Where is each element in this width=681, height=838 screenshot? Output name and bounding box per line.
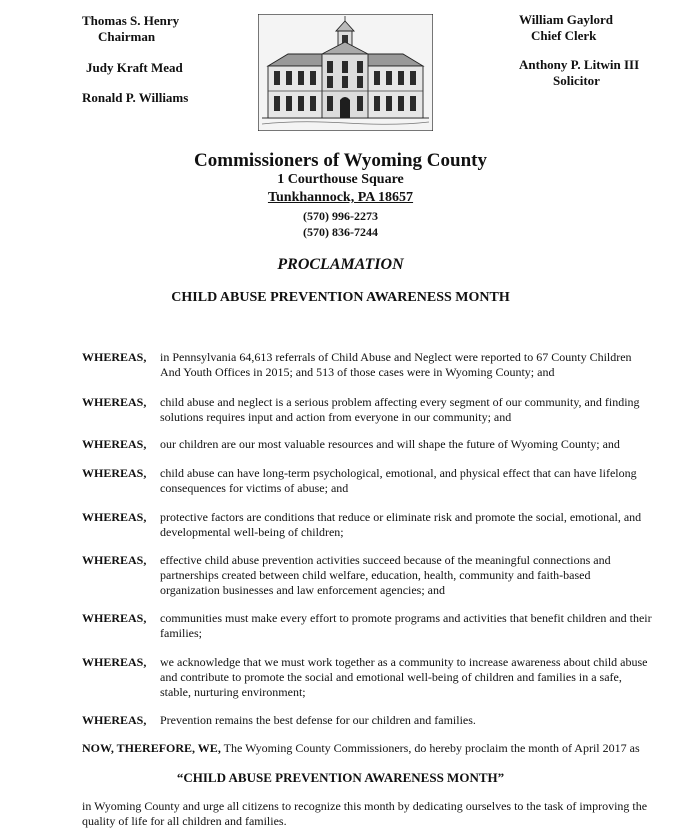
whereas-clause	[160, 655, 660, 700]
whereas-label: WHEREAS,	[82, 611, 147, 625]
organization-name: Commissioners of Wyoming County	[194, 150, 487, 171]
whereas-label: WHEREAS,	[82, 350, 147, 364]
official-name: Judy Kraft Mead	[86, 60, 183, 75]
official-title: Chairman	[98, 29, 156, 44]
official-title: Solicitor	[553, 73, 600, 88]
official-solicitor	[519, 57, 639, 89]
official-name: Thomas S. Henry	[82, 13, 180, 28]
whereas-clause	[160, 713, 660, 728]
whereas-label: WHEREAS,	[82, 655, 147, 669]
whereas-label: WHEREAS,	[82, 553, 147, 567]
official-chairman	[82, 13, 179, 45]
whereas-label: WHEREAS,	[82, 713, 147, 727]
whereas-clause	[160, 553, 660, 598]
clause-line: child abuse can have long-term psychological, emotional, and physical effect that can have lifelong	[160, 466, 637, 480]
clause-line: and contribute to promote the social and emotional well-being of children and families in a safe,	[160, 670, 622, 684]
whereas-clause	[160, 350, 660, 380]
resolution-statement	[82, 741, 672, 756]
clause-line: partnerships created between child welfare, education, health, community and faith-based	[160, 568, 591, 582]
clause-line: effective child abuse prevention activities succeed because of the meaningful connections and	[160, 553, 611, 567]
clause-line: in Pennsylvania 64,613 referrals of Child Abuse and Neglect were reported to 67 County Children	[160, 350, 632, 364]
clause-line: families;	[160, 626, 202, 640]
official-commissioner	[82, 90, 188, 106]
document-type: PROCLAMATION	[277, 256, 404, 273]
proclamation-subject: CHILD ABUSE PREVENTION AWARENESS MONTH	[171, 290, 510, 305]
clause-line: developmental well-being of children;	[160, 525, 344, 539]
resolution-text: The Wyoming County Commissioners, do hereby proclaim the month of April 2017 as	[223, 741, 640, 755]
closing-line: in Wyoming County and urge all citizens to recognize this month by dedicating ourselves to the task of improving the	[82, 799, 648, 813]
official-commissioner	[86, 60, 183, 76]
proclamation-quote: “CHILD ABUSE PREVENTION AWARENESS MONTH”	[176, 770, 505, 785]
whereas-label: WHEREAS,	[82, 437, 147, 451]
whereas-label: WHEREAS,	[82, 510, 147, 524]
clause-line: And Youth Offices in 2015; and 513 of those cases were in Wyoming County; and	[160, 365, 555, 379]
official-title: Chief Clerk	[531, 28, 597, 43]
clause-line: consequences for victims of abuse; and	[160, 481, 349, 495]
whereas-clause	[160, 437, 660, 452]
resolution-lead: NOW, THEREFORE, WE,	[82, 741, 221, 755]
clause-line: communities must make every effort to promote programs and activities that benefit children and their	[160, 611, 652, 625]
phone-number: (570) 836-7244	[303, 225, 378, 239]
clause-line: Prevention remains the best defense for our children and families.	[160, 713, 476, 727]
whereas-clause	[160, 611, 660, 641]
clause-line: protective factors are conditions that reduce or eliminate risk and promote the social, emotional, and	[160, 510, 642, 524]
official-name: William Gaylord	[519, 12, 614, 27]
official-chief-clerk	[519, 12, 613, 44]
whereas-clause	[160, 466, 660, 496]
clause-line: child abuse and neglect is a serious problem affecting every segment of our community, and finding	[160, 395, 640, 409]
whereas-label: WHEREAS,	[82, 395, 147, 409]
address-street: 1 Courthouse Square	[277, 172, 404, 187]
address-city	[0, 190, 681, 206]
clause-line: solutions requires input and action from everyone in our community; and	[160, 410, 512, 424]
clause-line: we acknowledge that we must work together as a community to increase awareness about child abuse	[160, 655, 648, 669]
courthouse-illustration	[258, 14, 433, 131]
whereas-label: WHEREAS,	[82, 466, 147, 480]
closing-statement	[82, 799, 677, 829]
clause-line: our children are our most valuable resources and will shape the future of Wyoming County; and	[160, 437, 620, 451]
whereas-clause	[160, 510, 660, 540]
whereas-clause	[160, 395, 660, 425]
clause-line: organization businesses and law enforcement agencies; and	[160, 583, 446, 597]
address-city-text: Tunkhannock, PA 18657	[267, 190, 414, 205]
closing-line: quality of life for all children and families.	[82, 814, 287, 828]
official-name: Ronald P. Williams	[82, 90, 189, 105]
phone-number: (570) 996-2273	[303, 209, 378, 223]
clause-line: stable, nurturing environment;	[160, 685, 306, 699]
official-name: Anthony P. Litwin III	[519, 57, 640, 72]
